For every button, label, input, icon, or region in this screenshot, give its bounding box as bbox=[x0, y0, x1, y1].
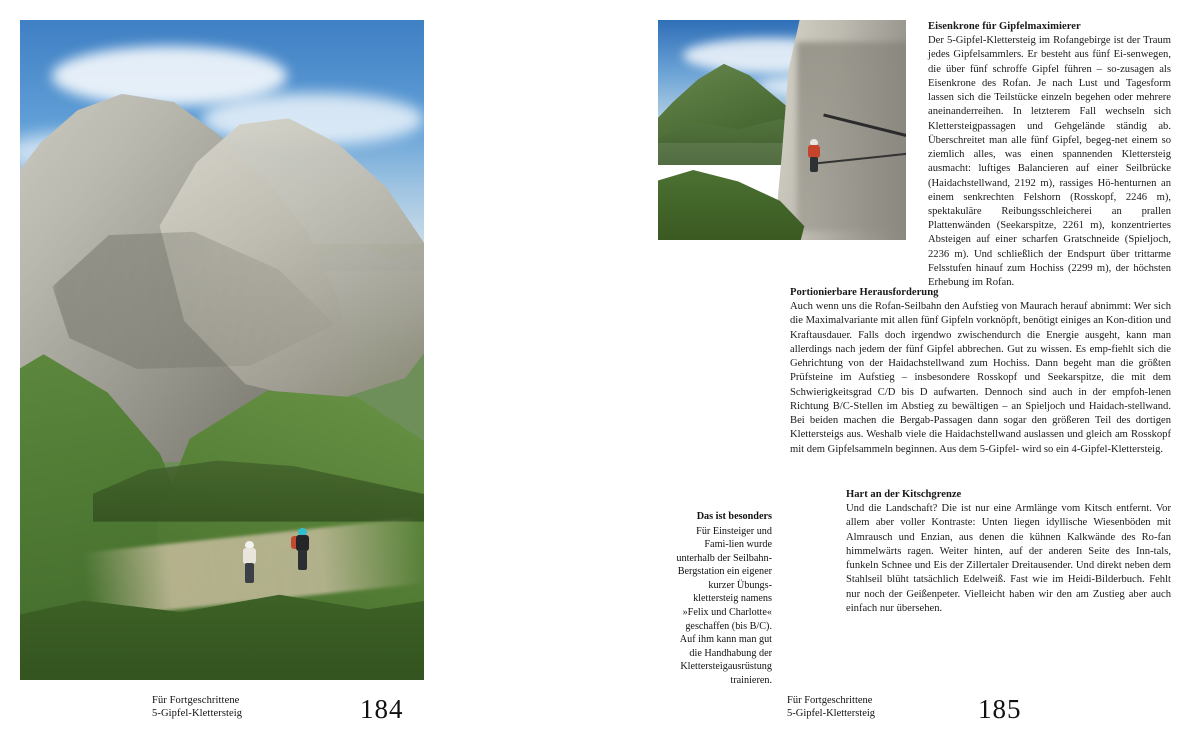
spread-gutter bbox=[595, 0, 596, 737]
legs bbox=[298, 550, 307, 570]
section-heading-3: Hart an der Kitschgrenze bbox=[846, 489, 962, 500]
torso bbox=[808, 145, 820, 158]
helmet bbox=[810, 139, 818, 145]
sidenote-box bbox=[676, 510, 772, 687]
helmet bbox=[298, 528, 307, 535]
section-body-3: Und die Landschaft? Die ist nur eine Armlänge vom Kitsch entfernt. Vor allem aber voller Kontraste: Unten liegen idyllische Wiesenböden mit Almrausch und Enzian, aus denen die kühnen Kalkwände des Ro-fan himmelwärts ragen. Weiter hinten, auf der anderen Seite des Inn-tals, funkeln Schnee und Eis der Zillertaler Dreitausender. Und direkt neben dem Stahlseil blüht tatsächlich Edelweiß. Fast wie im Heidi-Bilderbuch. Fehlt nur noch der Geißenpeter. Vielleicht haben wir den am Zustieg aber auch einfach nur übersehen. bbox=[846, 503, 1171, 614]
sidenote-text: Für Einsteiger und Fami-lien wurde unterhalb der Seilbahn-Bergstation ein eigener kurzer Übungs-klettersteig namens »Felix und Charlotte« geschaffen (bis B/C). Auf ihm kann man gut die Handhabung der Klettersteigausrüstung trainieren. bbox=[676, 525, 772, 686]
running-head-left-line2: 5-Gipfel-Klettersteig bbox=[152, 708, 243, 720]
page-number-left: 184 bbox=[360, 694, 404, 724]
right-page-photo bbox=[658, 20, 906, 240]
left-page-photo bbox=[20, 20, 424, 680]
running-head-left-line1: Für Fortgeschrittene bbox=[152, 695, 240, 706]
legs bbox=[245, 563, 254, 583]
legs bbox=[810, 157, 818, 172]
article-section-2 bbox=[790, 286, 1171, 457]
helmet bbox=[245, 541, 254, 548]
running-head-left bbox=[152, 694, 242, 720]
page-number-right: 185 bbox=[978, 694, 1022, 724]
running-head-right-line1: Für Fortgeschrittene bbox=[787, 695, 873, 706]
section-heading-1: Eisenkrone für Gipfelmaximierer bbox=[928, 21, 1081, 32]
section-body-2: Auch wenn uns die Rofan-Seilbahn den Aufstieg von Maurach herauf abnimmt: Wer sich die Maximalvariante mit allen fünf Gipfeln vorknöpft, benötigt einiges an Kon-dition und Kraftausdauer. Falls doch irgendwo zwischendurch die Energie ausgeht, kann man allerdings nach jedem der fünf Gipfel abbrechen. Gut zu wissen. Es emp-fiehlt sich die Gehrichtung von der Haidachstellwand zum Hochiss. Dann begeht man die größten Prüfsteine im Aufstieg – insbesondere Rosskopf und Seekarspitze, die mit dem Schwierigkeitsgrad C/D bis D aufwarten. Dennoch sind auch in der empfoh-lenen Richtung B/C-Stellen im Abstieg zu bewältigen – an Spieljoch und Haidach-stellwand. Bei beiden machen die Bergab-Passagen dann sogar den größeren Teil des dortigen Klettersteigs aus. Weshalb viele die Haidachstellwand auslassen und gleich am Rosskopf mit dem Gipfelsammeln beginnen. Aus dem 5-Gipfel- wird so ein 4-Gipfel-Klettersteig. bbox=[790, 301, 1171, 455]
article-column-top bbox=[928, 20, 1171, 306]
article-section-3 bbox=[846, 488, 1171, 616]
hiker-figure bbox=[295, 528, 311, 574]
climber-figure bbox=[807, 139, 821, 173]
article-section-1 bbox=[928, 20, 1171, 290]
section-body-1: Der 5-Gipfel-Klettersteig im Rofangebirge ist der Traum jedes Gipfelsammlers. Er besteht aus fünf Ei-senwegen, die über fünf schroffe Gipfel führen – so-zusagen als Eisenkrone des Rofan. Je nach Lust und Tagesform lassen sich die Teilstücke einzeln begehen oder mehrere aneinanderreihen. In letzterem Fall wechseln sich Klettersteigpassagen und Gehgelände ständig ab. Überschreitet man alle fünf Gipfel, begeg-net einem so ziemlich alles, was einen spannenden Klettersteig ausmacht: luftiges Balancieren auf einer Seilbrücke (Haidachstellwand, 2192 m), rassiges Hö-henturnen an einem senkrechten Felshorn (Rosskopf, 2246 m), spektakuläre Reibungsschleicherei an prallen Plattenwänden (Seekarspitze, 2261 m), konzentriertes Absteigen auf einer scharfen Gratschneide (Spieljoch, 2236 m). Und schließlich der Endspurt über trittarme Felsstufen hinauf zum Hochiss (2299 m), der höchsten Erhebung im Rofan. bbox=[928, 35, 1171, 289]
torso bbox=[243, 548, 256, 564]
running-head-right-line2: 5-Gipfel-Klettersteig bbox=[787, 708, 876, 720]
torso bbox=[296, 535, 309, 551]
rock-wall-shadow bbox=[797, 42, 906, 231]
sidenote-title: Das ist besonders bbox=[696, 511, 772, 522]
running-head-right bbox=[787, 694, 875, 720]
hiker-figure bbox=[242, 541, 258, 585]
section-heading-2: Portionierbare Herausforderung bbox=[790, 287, 939, 298]
